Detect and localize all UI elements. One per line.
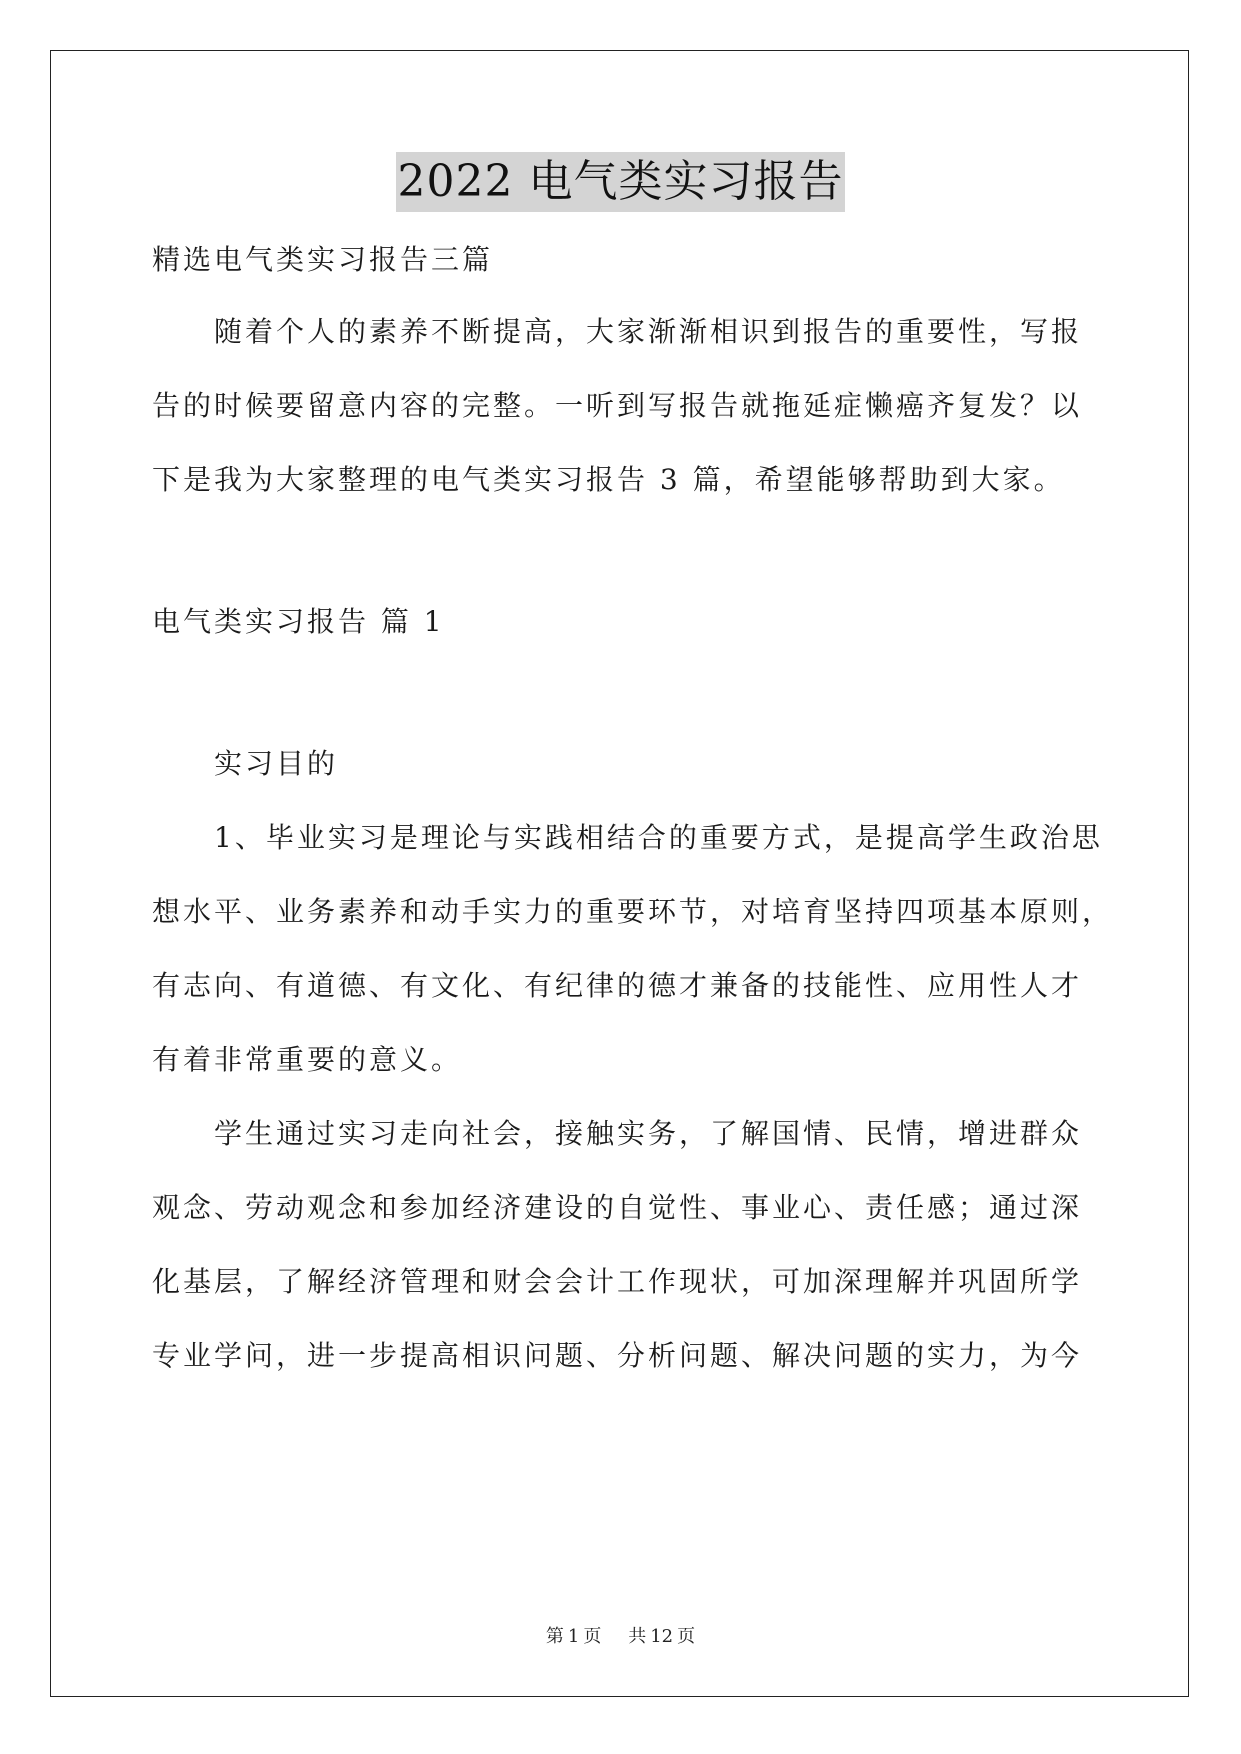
document-subtitle: 精选电气类实习报告三篇 [152,243,494,276]
para1-line-3: 有志向、有道德、有文化、有纪律的德才兼备的技能性、应用性人才 [152,969,1083,1002]
intro-line-3: 下是我为大家整理的电气类实习报告 3 篇，希望能够帮助到大家。 [152,463,1065,496]
para2-line-3: 化基层，了解经济管理和财会会计工作现状，可加深理解并巩固所学 [152,1265,1083,1298]
para1-line-2: 想水平、业务素养和动手实力的重要环节，对培育坚持四项基本原则， [152,895,1114,928]
page-footer [0,1625,1241,1649]
total-suffix: 页 [677,1626,696,1647]
total-pages: 12 [650,1626,674,1647]
para1-line-1: 1、毕业实习是理论与实践相结合的重要方式，是提高学生政治思 [214,821,1103,854]
page-prefix: 第 [545,1626,564,1647]
sub-heading: 实习目的 [214,747,339,780]
document-title: 2022 电气类实习报告 [396,152,846,212]
total-prefix: 共 [628,1626,647,1647]
para1-line-4: 有着非常重要的意义。 [152,1043,463,1076]
para2-line-1: 学生通过实习走向社会，接触实务，了解国情、民情，增进群众 [214,1117,1083,1150]
section-heading: 电气类实习报告 篇 1 [152,605,445,638]
page-number: 1 [567,1626,580,1647]
intro-line-2: 告的时候要留意内容的完整。一听到写报告就拖延症懒癌齐复发？以 [152,389,1083,422]
title-container [0,152,1241,212]
para2-line-2: 观念、劳动观念和参加经济建设的自觉性、事业心、责任感；通过深 [152,1191,1083,1224]
page-suffix: 页 [583,1626,602,1647]
page-border [50,50,1189,1697]
para2-line-4: 专业学问，进一步提高相识问题、分析问题、解决问题的实力，为今 [152,1339,1083,1372]
intro-line-1: 随着个人的素养不断提高，大家渐渐相识到报告的重要性，写报 [214,315,1083,348]
